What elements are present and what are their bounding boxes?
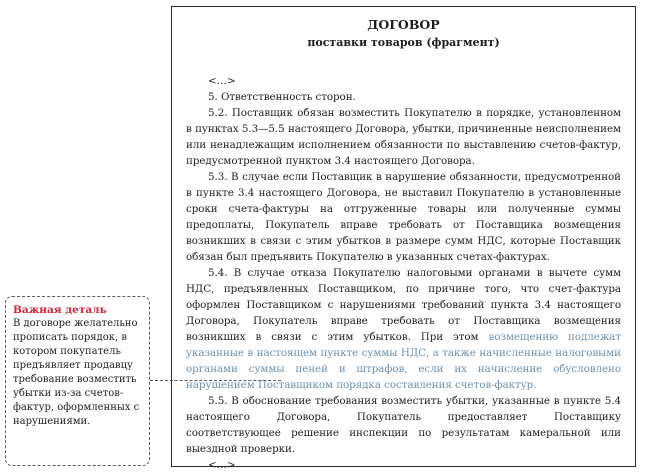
section-heading: 5. Ответственность сторон. [208,91,356,103]
clause-5-3: 5.3. В случае если Поставщик в нарушение обязанности, предусмотренной в пункте 3.4 настоящего Договора, не выставил Покупателю в установленные сроки счета-фактуры на отгруженные товары или полученные суммы предоплаты, Покупатель вправе требовать от Поставщика возмещения возникших в связи с этим убытков в размере сумм НДС, которые Поставщик обязан был предъявить Покупателю в указанных счетах-фактурах. [186,171,621,263]
clause-5-4-highlight: возмещению подлежат указанные в настоящем пункте суммы НДС, а также начисленные налоговыми органами суммы пеней и штрафов, если их начисление обусловлено нарушением Поставщиком порядка составления счетов-фактур. [186,331,621,391]
document-body [186,73,621,473]
important-detail-note [5,296,150,466]
ellipsis-end: <…> [208,459,236,471]
note-connector-line [150,380,281,381]
ellipsis-start: <…> [208,75,236,87]
note-title: Важная деталь [13,304,107,316]
document-title: ДОГОВОР [367,17,440,32]
clause-5-2: 5.2. Поставщик обязан возместить Покупателю в порядке, установленном в пунктах 5.3—5.5 настоящего Договора, убытки, причиненные неисполнением или ненадлежащим исполнением обязанности по выставлению счетов-фактур, предусмотренной пунктом 3.4 настоящего Договора. [186,107,621,167]
clause-5-5: 5.5. В обоснование требования возместить убытки, указанные в пункте 5.4 настоящего Договора, Покупатель предоставляет Поставщику соответствующее решение инспекции по результатам камеральной или выездной проверки. [186,395,621,455]
note-text: В договоре желательно прописать порядок, в котором покупатель предъявляет продавцу требование возместить убытки из-за счетов-фактур, оформленных с нарушениями. [13,318,140,427]
clause-5-4-text: 5.4. В случае отказа Покупателю налоговыми органами в вычете сумм НДС, предъявленных Поставщиком, по причине того, что счет-фактура оформлен Поставщиком с нарушениями требований пункта 3.4 настоящего Договора, Покупатель вправе требовать от Поставщика возмещения возникших в связи с этим убытков. При этом [186,267,621,343]
document-subtitle: поставки товаров (фрагмент) [307,36,500,49]
contract-document [171,6,636,471]
clause-5-4 [186,265,621,393]
